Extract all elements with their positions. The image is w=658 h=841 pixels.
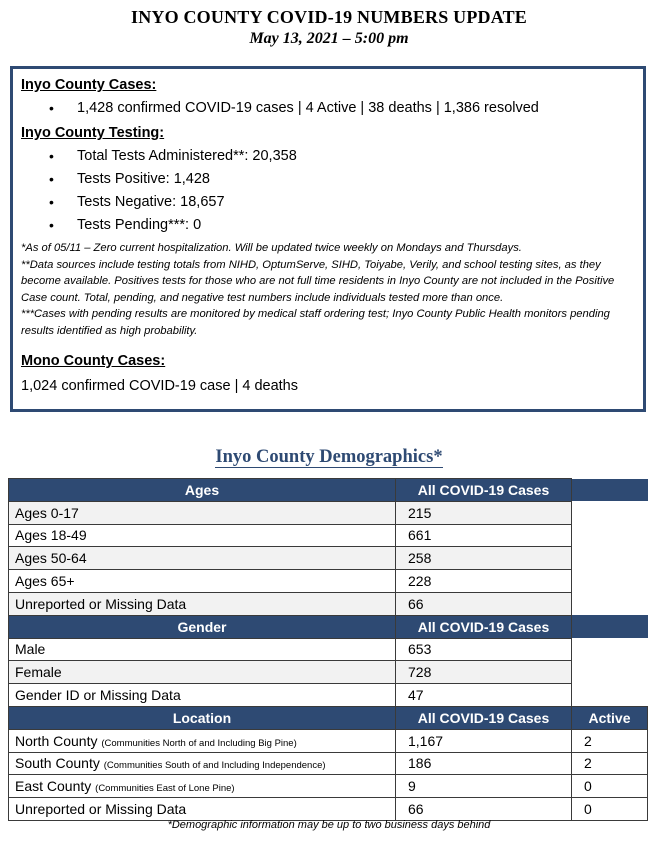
- note-hospitalization: *As of 05/11 – Zero current hospitalization. Will be updated twice weekly on Mondays and Thursdays.: [21, 242, 522, 254]
- row-value: 9: [396, 775, 572, 798]
- list-item: • Total Tests Administered**: 20,358: [21, 145, 635, 168]
- row-label: Male: [9, 638, 396, 661]
- row-label: Female: [9, 661, 396, 684]
- row-value: 1,167: [396, 729, 572, 752]
- inyo-cases-list: [21, 97, 635, 120]
- demographics-title: [0, 447, 658, 468]
- ages-header-row: [9, 479, 648, 502]
- table-row: [9, 638, 648, 661]
- location-note: (Communities East of Lone Pine): [95, 783, 235, 795]
- location-note: (Communities North of and Including Big Pine): [101, 737, 297, 749]
- column-header: All COVID-19 Cases: [396, 615, 572, 638]
- table-row: [9, 684, 648, 707]
- row-active: 0: [572, 798, 648, 821]
- location-name: East County: [15, 778, 92, 795]
- row-value: 186: [396, 752, 572, 775]
- table-row: [9, 570, 648, 593]
- row-label: Ages 18-49: [9, 524, 396, 547]
- column-header: All COVID-19 Cases: [396, 479, 572, 502]
- location-name: South County: [15, 755, 100, 772]
- row-active: 2: [572, 729, 648, 752]
- column-header: Active: [572, 706, 648, 729]
- row-label: Ages 0-17: [9, 501, 396, 524]
- location-note: (Communities South of and Including Independence): [103, 760, 326, 772]
- list-item: • Tests Pending***: 0: [21, 214, 635, 237]
- row-value: 66: [396, 592, 572, 615]
- row-value: 215: [396, 501, 572, 524]
- demographics-title-text: Inyo County Demographics*: [215, 447, 443, 467]
- row-value: 258: [396, 547, 572, 570]
- table-row: [9, 592, 648, 615]
- table-row: [9, 752, 648, 775]
- inyo-testing-heading: Inyo County Testing:: [21, 125, 165, 141]
- table-row: [9, 729, 648, 752]
- table-row: [9, 798, 648, 821]
- testing-notes: [21, 240, 635, 339]
- summary-box: [10, 66, 646, 412]
- list-item: • Tests Negative: 18,657: [21, 191, 635, 214]
- row-label: Ages 65+: [9, 570, 396, 593]
- row-label: [9, 775, 396, 798]
- update-date: May 13, 2021 – 5:00 pm: [249, 30, 409, 47]
- inyo-cases-heading: Inyo County Cases:: [21, 77, 157, 93]
- mono-cases-text: 1,024 confirmed COVID-19 case | 4 deaths: [21, 378, 298, 394]
- row-value: 728: [396, 661, 572, 684]
- row-label: [9, 752, 396, 775]
- row-active: 0: [572, 775, 648, 798]
- table-row: [9, 547, 648, 570]
- location-name: Unreported or Missing Data: [15, 801, 187, 818]
- row-value: 653: [396, 638, 572, 661]
- column-header: All COVID-19 Cases: [396, 706, 572, 729]
- row-label: Unreported or Missing Data: [9, 592, 396, 615]
- demographics-footnote: *Demographic information may be up to two business days behind: [167, 819, 491, 831]
- row-value: 66: [396, 798, 572, 821]
- list-item: • 1,428 confirmed COVID-19 cases | 4 Active | 38 deaths | 1,386 resolved: [21, 97, 635, 120]
- note-data-sources: **Data sources include testing totals from NIHD, OptumServe, SIHD, Toiyabe, Verily, and school testing sites, as they become available. Positives tests for those who are not full time residents in Inyo County are not included in the Positive Case count. Total, pending, and negative test numbers include individuals tested more than once.: [21, 258, 615, 304]
- mono-cases-heading: Mono County Cases:: [21, 353, 166, 369]
- page-title: INYO COUNTY COVID-19 NUMBERS UPDATE: [130, 7, 527, 27]
- row-value: 661: [396, 524, 572, 547]
- table-row: [9, 775, 648, 798]
- note-pending: ***Cases with pending results are monitored by medical staff ordering test; Inyo County Public Health monitors pending results identified as high probability.: [21, 308, 610, 337]
- row-label: [9, 729, 396, 752]
- column-header: Ages: [9, 479, 396, 502]
- row-value: 228: [396, 570, 572, 593]
- column-header: Location: [9, 706, 396, 729]
- gender-header-row: [9, 615, 648, 638]
- demographics-table: [8, 478, 648, 821]
- table-row: [9, 661, 648, 684]
- row-label: [9, 798, 396, 821]
- location-name: North County: [15, 732, 98, 749]
- table-row: [9, 501, 648, 524]
- column-header: Gender: [9, 615, 396, 638]
- row-label: Gender ID or Missing Data: [9, 684, 396, 707]
- row-value: 47: [396, 684, 572, 707]
- location-header-row: [9, 706, 648, 729]
- table-row: [9, 524, 648, 547]
- row-label: Ages 50-64: [9, 547, 396, 570]
- list-item: • Tests Positive: 1,428: [21, 168, 635, 191]
- row-active: 2: [572, 752, 648, 775]
- inyo-testing-list: [21, 145, 635, 237]
